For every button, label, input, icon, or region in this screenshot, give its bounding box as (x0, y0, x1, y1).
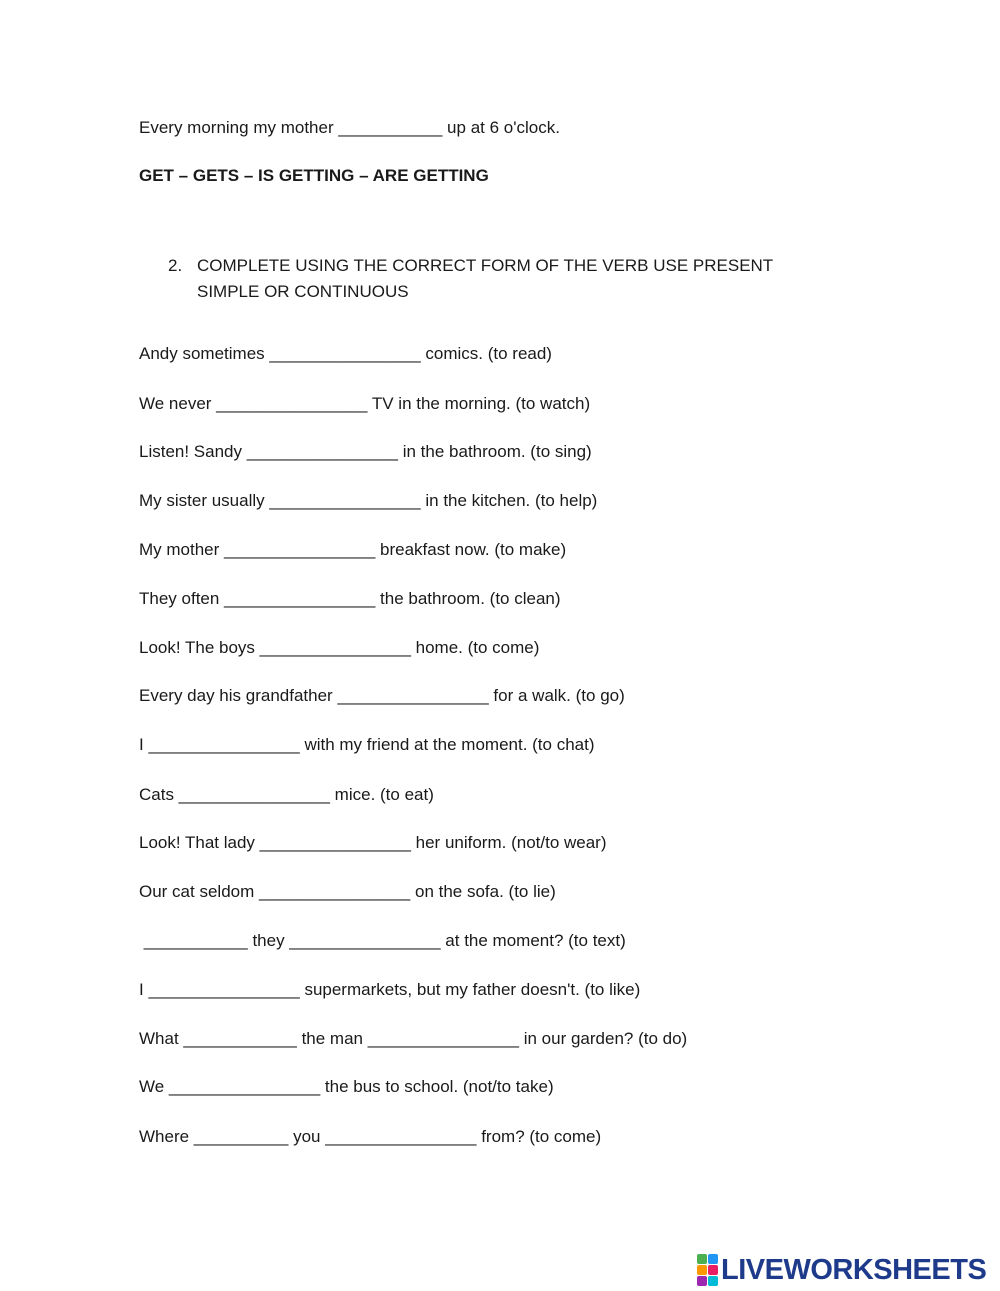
logo-block (708, 1276, 718, 1286)
logo-block (697, 1276, 707, 1286)
exercise-item: Look! That lady ________________ her uniform. (not/to wear) (139, 833, 607, 852)
exercise-item: They often ________________ the bathroom. (to clean) (139, 589, 561, 608)
exercise-item: I ________________ supermarkets, but my father doesn't. (to like) (139, 980, 641, 999)
exercise-item: My sister usually ________________ in the kitchen. (to help) (139, 491, 598, 510)
instruction-number: 2. (168, 256, 183, 275)
exercise-item: What ____________ the man ________________ in our garden? (to do) (139, 1029, 688, 1048)
intro-sentence: Every morning my mother ___________ up at 6 o'clock. (139, 118, 560, 137)
logo-text: LIVEWORKSHEETS (721, 1253, 987, 1286)
exercise-item: Our cat seldom ________________ on the sofa. (to lie) (139, 882, 556, 901)
logo-block (708, 1254, 718, 1264)
exercise-item: Every day his grandfather ________________ for a walk. (to go) (139, 686, 625, 705)
liveworksheets-logo (697, 1254, 986, 1286)
exercise-item: We ________________ the bus to school. (not/to take) (139, 1077, 554, 1096)
logo-block (697, 1254, 707, 1264)
logo-block (697, 1265, 707, 1275)
logo-block (708, 1265, 718, 1275)
exercise-item: Where __________ you ________________ from? (to come) (139, 1127, 602, 1146)
exercise-item: ___________ they ________________ at the moment? (to text) (139, 931, 626, 950)
exercise-item: We never ________________ TV in the morning. (to watch) (139, 394, 591, 413)
exercise-item: Look! The boys ________________ home. (to come) (139, 638, 540, 657)
verb-options: GET – GETS – IS GETTING – ARE GETTING (139, 166, 489, 185)
exercise-item: My mother ________________ breakfast now. (to make) (139, 540, 567, 559)
exercise-item: Cats ________________ mice. (to eat) (139, 785, 434, 804)
exercise-item: I ________________ with my friend at the moment. (to chat) (139, 735, 595, 754)
exercise-item: Listen! Sandy ________________ in the bathroom. (to sing) (139, 442, 592, 461)
logo-blocks-icon (697, 1254, 718, 1286)
exercise-item: Andy sometimes ________________ comics. (to read) (139, 344, 552, 363)
instruction-text: COMPLETE USING THE CORRECT FORM OF THE VERB USE PRESENT SIMPLE OR CONTINUOUS (197, 256, 773, 301)
exercise-instruction (168, 253, 868, 305)
